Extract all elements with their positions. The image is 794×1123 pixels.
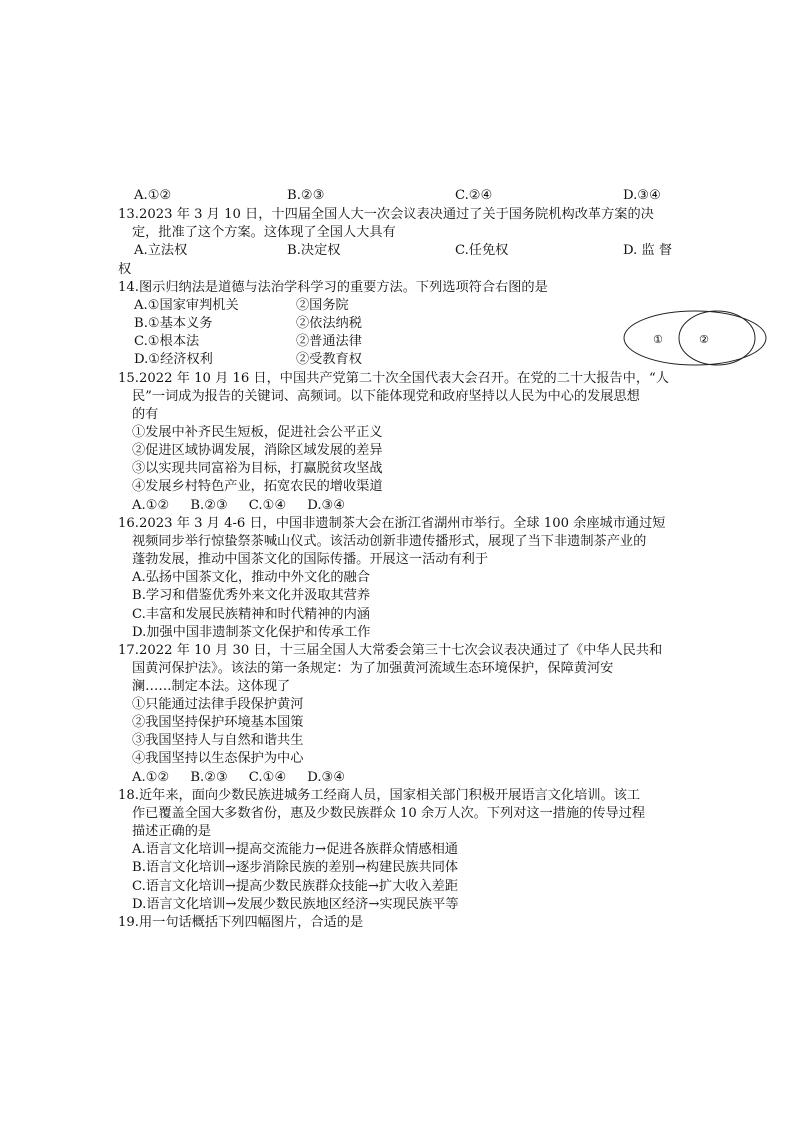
q15-stem-line-1: 15.2022 年 10 月 16 日，中国共产党第二十次全国代表大会召开。在党的二十大报告中，“人 — [118, 371, 669, 386]
q17-stem-line-2: 国黄河保护法》。该法的第一条规定：为了加强黄河流域生态环境保护，保障黄河安 — [132, 661, 614, 676]
q15-item-4: ④发展乡村特色产业，拓宽农民的增收渠道 — [132, 479, 383, 494]
q14-stem: 14.图示归纳法是道德与法治学科学习的重要方法。下列选项符合右图的是 — [118, 280, 548, 295]
q18-option-a: A.语言文化培训→提高交流能力→促进各族群众情感相通 — [132, 842, 458, 857]
venn-inner-ellipse — [679, 311, 755, 365]
q15-item-2: ②促进区域协调发展，消除区域发展的差异 — [132, 443, 383, 458]
q13-option-a: A.立法权 — [134, 243, 188, 258]
q18-option-b: B.语言文化培训→逐步消除民族的差别→构建民族共同体 — [132, 860, 459, 875]
q13-option-c: C.任免权 — [455, 243, 509, 258]
q16-option-b: B.学习和借鉴优秀外来文化并汲取其营养 — [132, 588, 371, 603]
q12-option-b: B.②③ — [287, 188, 325, 203]
q15-item-1: ①发展中补齐民生短板，促进社会公平正义 — [132, 425, 383, 440]
q16-stem-line-3: 蓬勃发展，推动中国茶文化的国际传播。开展这一活动有利于 — [132, 552, 489, 567]
q16-stem-line-2: 视频同步举行惊蛰祭茶喊山仪式。该活动创新非遗传播形式，展现了当下非遗制茶产业的 — [132, 534, 647, 549]
q18-stem-line-3: 描述正确的是 — [132, 824, 212, 839]
q17-item-1: ①只能通过法律手段保护黄河 — [132, 697, 304, 712]
q16-option-d: D.加强中国非遗制茶文化保护和传承工作 — [132, 625, 371, 640]
q17-item-2: ②我国坚持保护环境基本国策 — [132, 715, 304, 730]
q17-stem-line-1: 17.2022 年 10 月 30 日，十三届全国人大常委会第三十七次会议表决通过了《中华人民共和 — [118, 643, 663, 658]
q17-options: A.①② B.②③ C.①④ D.③④ — [132, 770, 346, 785]
q14-option-b-right: ②依法纳税 — [296, 316, 362, 331]
q13-option-d-wrap: 权 — [118, 262, 132, 277]
q13-option-d: D. 监 督 — [623, 243, 673, 258]
q14-option-c-right: ②普通法律 — [296, 334, 362, 349]
q15-stem-line-3: 的有 — [132, 407, 159, 422]
q12-option-c: C.②④ — [455, 188, 493, 203]
q16-stem-line-1: 16.2023 年 3 月 4-6 日，中国非遗制茶大会在浙江省湖州市举行。全球 100 余座城市通过短 — [118, 516, 666, 531]
q13-option-b: B.决定权 — [287, 243, 341, 258]
q17-stem-line-3: 澜……制定本法。这体现了 — [132, 679, 291, 694]
q19-stem: 19.用一句话概括下列四幅图片，合适的是 — [118, 915, 364, 930]
q14-option-a-left: A.①国家审判机关 — [134, 298, 239, 313]
q14-option-d-left: D.①经济权利 — [134, 352, 213, 367]
q12-option-a: A.①② — [134, 188, 172, 203]
q15-item-3: ③以实现共同富裕为目标，打赢脱贫攻坚战 — [132, 461, 383, 476]
q14-option-a-right: ②国务院 — [296, 298, 349, 313]
q17-item-3: ③我国坚持人与自然和谐共生 — [132, 733, 304, 748]
q18-option-c: C.语言文化培训→提高少数民族群众技能→扩大收入差距 — [132, 879, 459, 894]
q13-stem-line-1: 13.2023 年 3 月 10 日，十四届全国人大一次会议表决通过了关于国务院机构改革方案的决 — [118, 207, 654, 222]
q16-option-c: C.丰富和发展民族精神和时代精神的内涵 — [132, 607, 370, 622]
q14-option-b-left: B.①基本义务 — [134, 316, 213, 331]
venn-diagram — [622, 309, 768, 367]
q14-option-c-left: C.①根本法 — [134, 334, 200, 349]
q18-stem-line-2: 作已覆盖全国大多数省份，惠及少数民族群众 10 余万人次。下列对这一措施的传导过程 — [132, 806, 646, 821]
q12-option-d: D.③④ — [623, 188, 661, 203]
q17-item-4: ④我国坚持以生态保护为中心 — [132, 751, 304, 766]
q15-stem-line-2: 民”一词成为报告的关键词、高频词。以下能体现党和政府坚持以人民为中心的发展思想 — [132, 389, 640, 404]
q15-options: A.①② B.②③ C.①④ D.③④ — [132, 498, 346, 513]
q14-option-d-right: ②受教育权 — [296, 352, 362, 367]
venn-label-2: ② — [699, 333, 709, 346]
venn-label-1: ① — [653, 333, 663, 346]
q13-stem-line-2: 定，批准了这个方案。这体现了全国人大具有 — [132, 225, 396, 240]
q16-option-a: A.弘扬中国茶文化，推动中外文化的融合 — [132, 570, 370, 585]
q18-option-d: D.语言文化培训→发展少数民族地区经济→实现民族平等 — [132, 897, 459, 912]
q18-stem-line-1: 18.近年来，面向少数民族进城务工经商人员，国家相关部门积极开展语言文化培训。该工 — [118, 788, 641, 803]
